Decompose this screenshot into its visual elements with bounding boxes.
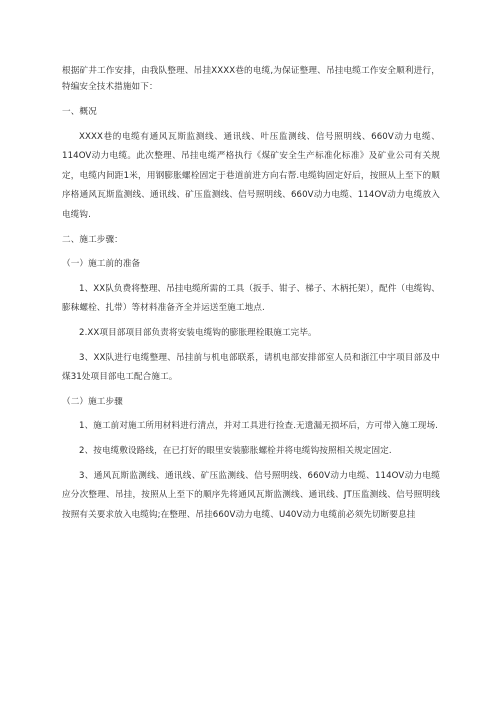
procedure-item-1: 1、施工前对施工所用材料进行清点，并对工具进行捡查.无遗漏无损坏后，方可带入施工现场. bbox=[79, 421, 438, 432]
section-heading-steps: 二、施工步骤： bbox=[62, 234, 123, 245]
procedure-item-3: 3、通风瓦斯监测线、通讯线、矿压监测线、信号照明线、660V动力电缆、114OV动力电缆应分次整理、吊挂，按照从上至下的顺序先将通风瓦斯监测线、通讯线、JT压监测线、信号照明线按照有关要求放入电缆钩;在整理、吊挂660V动力电缆、U40V动力电缆前必须先切断要息挂 bbox=[62, 470, 440, 520]
procedure-item-2: 2、按电缆敷设路线，在已打好的眼里安装膨胀螺栓并将电缆钩按照相关规定固定. bbox=[79, 445, 392, 456]
preparation-item-1: 1、XX队负费将整理、吊挂电缆所需的工具（扳手、钳子、梯子、木柄托架），配件（电缆钩、膨秣螺栓、扎带）等材料准备齐全并运送至施工地点. bbox=[62, 283, 440, 314]
preparation-item-3: 3、XX队进行电缆整理、吊挂前与机电部联系，请机电部安排部室人员和浙江中宇项目部及中煤31处项目部电工配合施工。 bbox=[62, 352, 440, 383]
preparation-item-2: 2.XX项目部项目部负责将安装电缆钩的膨胀理栓眼施工完毕。 bbox=[79, 327, 317, 338]
intro-paragraph: 根据矿井工作安排，由我队整理、吊挂XXXX巷的电缆,为保证整理、吊挂电缆工作安全顺利进行，特编安全技术措施如下： bbox=[62, 66, 440, 92]
subsection-heading-procedure: （二）施工步骤 bbox=[62, 396, 123, 407]
document-page bbox=[62, 64, 440, 525]
subsection-heading-preparation: （一）施工前的准备 bbox=[62, 259, 141, 270]
overview-paragraph: XXXX巷的电缆有通风瓦斯监测线、通讯线、叶压监测线、信号照明线、660V动力电缆、114OV动力电缆。此次整理、吊挂电缆严格执行《煤矿安全生产标准化标准》及矿业公司有关规定，电缆内间距1米，用钢膨胀螺栓固定于巷道前进方向右帮.电缆钩固定好后，按照从上至下的顺序格通风瓦斯监测线、通讯线、矿压监测线、信号照明线、660V动力电缆、114OV动力电缆放入电缆钩. bbox=[62, 131, 440, 220]
section-heading-overview: 一、概况 bbox=[62, 107, 97, 117]
